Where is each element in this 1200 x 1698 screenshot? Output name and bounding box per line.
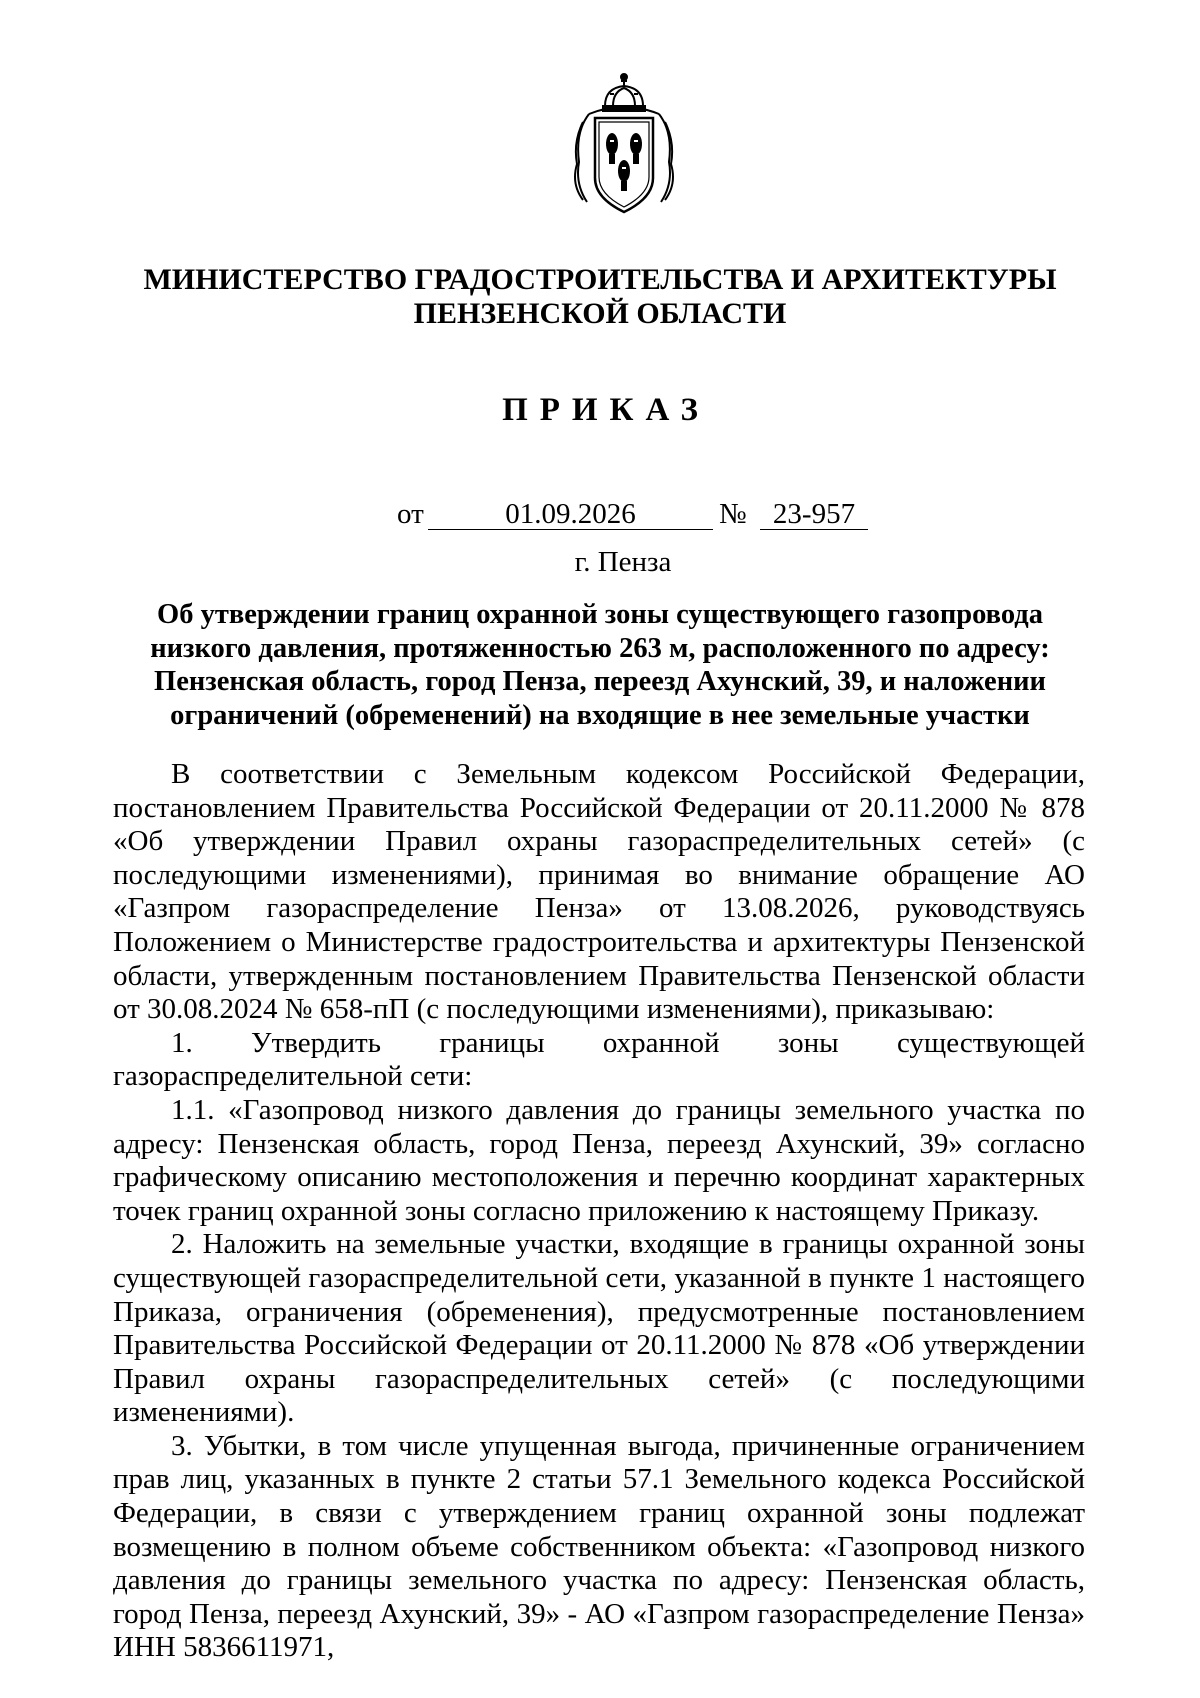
paragraph-item-3: 3. Убытки, в том числе упущенная выгода, причиненные ограничением прав лиц, указанных в пункте 2 статьи 57.1 Земельного кодекса Российской Федерации, в связи с утверждением границ охранной зоны подлежат возмещению в полном объеме собственником объекта: «Газопровод низкого давления до границы земельного участка по адресу: Пензенская область, город Пенза, переезд Ахунский, 39» - АО «Газпром газораспределение Пенза» ИНН 5836611971, — [113, 1429, 1085, 1664]
ministry-name — [0, 263, 1200, 331]
paragraph-item-1-1: 1.1. «Газопровод низкого давления до границы земельного участка по адресу: Пензенская область, город Пенза, переезд Ахунский, 39» согласно графическому описанию местоположения и перечню координат характерных точек границ охранной зоны согласно приложению к настоящему Приказу. — [113, 1093, 1085, 1227]
coat-of-arms-emblem — [565, 72, 683, 224]
number-prefix: № — [719, 498, 747, 530]
ministry-name-line-1: МИНИСТЕРСТВО ГРАДОСТРОИТЕЛЬСТВА И АРХИТЕКТУРЫ — [143, 263, 1057, 296]
date-prefix: от — [397, 498, 424, 530]
document-body — [113, 758, 1085, 1665]
paragraph-item-1: 1. Утвердить границы охранной зоны существующей газораспределительной сети: — [113, 1026, 1085, 1093]
ministry-name-line-2: ПЕНЗЕНСКОЙ ОБЛАСТИ — [413, 297, 787, 330]
document-city: г. Пенза — [574, 546, 672, 578]
paragraph-item-2: 2. Наложить на земельные участки, входящие в границы охранной зоны существующей газораспределительной сети, указанной в пункте 1 настоящего Приказа, ограничения (обременения), предусмотренные постановлением Правительства Российской Федерации от 20.11.2000 № 878 «Об утверждении Правил охраны газораспределительных сетей» (с последующими изменениями). — [113, 1228, 1085, 1429]
document-type-title: ПРИКАЗ — [502, 392, 710, 428]
document-subject: Об утверждении границ охранной зоны существующего газопровода низкого давления, протяженностью 263 м, расположенного по адресу: Пензенская область, город Пенза, переезд Ахунский, 39, и наложении ограничений (обременений) на входящие в нее земельные участки — [150, 599, 1050, 731]
paragraph-preamble: В соответствии с Земельным кодексом Российской Федерации, постановлением Правительства Российской Федерации от 20.11.2000 № 878 «Об утверждении Правил охраны газораспределительных сетей» (с последующими изменениями), принимая во внимание обращение АО «Газпром газораспределение Пенза» от 13.08.2026, руководствуясь Положением о Министерстве градостроительства и архитектуры Пензенской области, утвержденным постановлением Правительства Пензенской области от 30.08.2024 № 658-пП (с последующими изменениями), приказываю: — [113, 758, 1085, 1026]
document-number: 23-957 — [760, 497, 868, 530]
document-date: 01.09.2026 — [428, 497, 713, 530]
date-number-line — [0, 497, 1200, 531]
